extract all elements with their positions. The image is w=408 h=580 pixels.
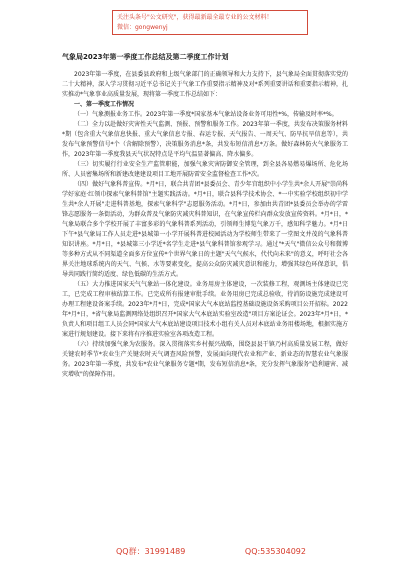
promo-banner xyxy=(112,10,308,35)
section-heading: 一、第一季度工作情况 xyxy=(74,101,135,108)
paragraph-item-6: （六）持续加强气象为农服务。深入贯彻落实乡村振兴战略，围绕县县干镇乃村高质量发展工程，做好关键农时季节*农业生产关键农时天气调查风险预警，发展面向现代农业和产业、新业态的智慧农业气象服务。2023年第一季度，共发布*农业气象服务专题*期，发布短信消息*条，充分发挥气象服务"趋利避害、减灾增收"的保障作用。 xyxy=(62,341,348,378)
paragraph-item-4: （四）做好气象科普宣传。*月*日，联合共青团*县委员会、青少年宫组织中小学生共*余人开展"崇尚科学好家庭·红领巾探索气象科普馆"主题实践活动。*月*日，联合县科学技术协会、*一中实验学校组织初中学生共*余人开展"走进科普基地，探索气象科学"志愿服务活动。*月*日，参加由共青团*县委员会举办的学雷锋志愿服务一条街活动，为群众普及气象防灾减灾科普知识，在气象宣传栏向群众发放宣传资料。*月*日，*气象局联合多个学校开展了丰富多彩的气象科普系列活动，引领师生博览气象万千，感知科学魅力。*月*日下午*县气象局工作人员走进*县城第一小学开展科普进校园活动为学校师生带来了一堂图文并茂的气象科普知识讲座。*月*日，*县城第三小学近*名学生走进*县气象科普馆参观学习。通过"*天气"微信公众号和微博等多种方式从不同渠道全面多方位宣传*个世界气象日的主题"天气气候水，代代向未来"的意义，呼吁社会各界关注地球系统内的天气、气候、水等要素变化，提高公众防灾减灾意识和能力，增强其绿色环保意识，倡导共同践行简约适度、绿色低碳的生活方式。 xyxy=(62,181,348,278)
document-title: 气象局2023年第一季度工作总结及第二季度工作计划 xyxy=(62,53,229,61)
paragraph-item-2: （二）全力以赴做好灾害性天气监测、预报、预警和服务工作。2023年第一季度，共发布决策服务材料*期（包含重大气象信息快报、重大气象信息专报、春运专报、天气报告、一周天气、防旱抗旱信息等），共发布气象预警信号*个（含解除预警），决策服务消息*条，共发布短信消息*万条。做好森林防火气象服务工作，2023年第一季度我县天气状况特点是平均气温显著偏高、降水偏多。 xyxy=(62,121,348,158)
qq-group-label: QQ群：31991489 xyxy=(116,547,186,556)
document-body xyxy=(62,70,348,380)
paragraph-intro: 2023年第一季度，在县委县政府和上级气象部门的正确领导和大力支持下，县气象局全面贯彻落实党的二十大精神，深入学习贯彻习近平总书记关于气象工作重要指示精神及对*系列重要讲话和重要指示精神，扎实推动*气象事业高质量发展，现将第一季度工作总结如下： xyxy=(62,71,348,98)
contact-footer xyxy=(116,547,306,557)
banner-line-1: 关注头条号"公文研究"，获得最新最全最专业的公文材料！ xyxy=(117,13,273,21)
qq-contact-label: QQ:535304092 xyxy=(244,547,306,556)
banner-line-2: 微信：gongwenyj xyxy=(117,23,168,31)
paragraph-item-1: （一）气象测报业务工作。2023年第一季度*国家基本气象站设备业务可用性*%，传输及时率*%。 xyxy=(74,111,338,118)
paragraph-item-3: （三）切实履行行业安全生产监管职能，加强气象灾害防御安全管理，到全县各易燃易爆场所、危化场所、人员密集场所和新建改建建设项目工地开展防雷安全监督检查工作*次。 xyxy=(62,161,348,178)
paragraph-item-5: （五）大力推进国家天气气象站一体化建设。业务用房主体建设，一次装修工程，观测场主体建设已完工，已完成工程审核结算工作。已完成所有报建审批手续。业务用房已完成总验收，待消防设施完成建设可办理工程建设备案手续。2023年*月*日，完成*国家大气本底站监控基础设施设备采购项目公开招标。2022年*月*日，*省气象局监测网络处组织召开*国家大气本底站实验室改造"项目方案论证会。2023年*月*日，*负责人和项目组工人员会同*国家大气本底站建设项目技术小组有关人员对本底站业务用楼场地，根据实施方案进行规划建设。接下来将有序推进实验室各项改造工程。 xyxy=(62,281,348,338)
